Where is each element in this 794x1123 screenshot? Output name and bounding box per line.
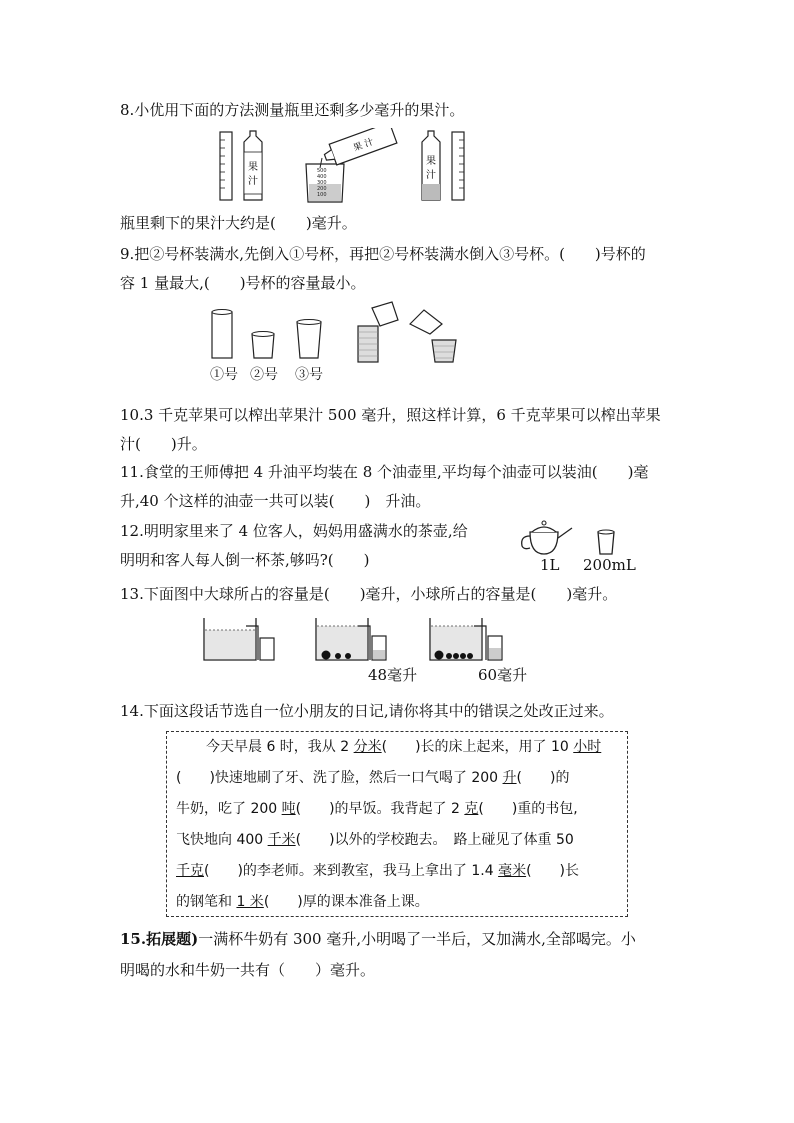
big-ball bbox=[322, 651, 331, 660]
q14-text: 14.下面这段话节选自一位小朋友的日记,请你将其中的错误之处改正过来。 bbox=[120, 702, 614, 720]
q13-text: 13.下面图中大球所占的容量是( )毫升，小球所占的容量是( )毫升。 bbox=[120, 585, 618, 603]
q8-answer-line: 瓶里剩下的果汁大约是( )毫升。 bbox=[120, 214, 357, 232]
cup-icon bbox=[598, 530, 614, 554]
cup-label-3: ③号 bbox=[295, 367, 323, 383]
q9-text-1: 9.把②号杯装满水,先倒入①号杯，再把②号杯装满水倒入③号杯。( )号杯的 bbox=[120, 245, 646, 263]
q12-text-2: 明明和客人每人倒一杯茶,够吗?( ) bbox=[120, 551, 370, 569]
diary-line-4: 飞快地向 400 千米( )以外的学校跑去。 路上碰见了体重 50 bbox=[176, 832, 574, 848]
diary-line-2: ( )快速地刷了牙、洗了脸，然后一口气喝了 200 升( )的 bbox=[176, 770, 570, 786]
q8-text: 8.小优用下面的方法测量瓶里还剩多少毫升的果汁。 bbox=[120, 101, 465, 119]
teapot-label: 1L bbox=[540, 556, 560, 574]
svg-text:汁: 汁 bbox=[248, 176, 258, 187]
cup-capacity-label: 200mL bbox=[583, 556, 636, 574]
q10-text-2: 汁( )升。 bbox=[120, 435, 207, 453]
container-2 bbox=[316, 618, 386, 660]
cup-2 bbox=[252, 334, 274, 358]
q15-text-2: 明喝的水和牛奶一共有（ ）毫升。 bbox=[120, 961, 376, 979]
q9-text-2: 容 1 量最大,( )号杯的容量最小。 bbox=[120, 274, 366, 292]
diary-line-3: 牛奶，吃了 200 吨( )的早饭。我背起了 2 克( )重的书包, bbox=[176, 801, 578, 817]
svg-text:果: 果 bbox=[426, 156, 436, 167]
small-ball bbox=[335, 653, 341, 659]
svg-text:200: 200 bbox=[317, 186, 327, 192]
q8-figure bbox=[214, 128, 474, 206]
q13-figure bbox=[198, 614, 518, 664]
container-1 bbox=[204, 618, 274, 660]
cup-3 bbox=[297, 322, 321, 358]
q12-text-1: 12.明明家里来了 4 位客人，妈妈用盛满水的茶壶,给 bbox=[120, 522, 468, 540]
bottle-label-1: 果 bbox=[248, 162, 258, 173]
svg-text:100: 100 bbox=[317, 192, 327, 198]
svg-text:300: 300 bbox=[317, 180, 327, 186]
svg-text:400: 400 bbox=[317, 174, 327, 180]
bottle-pouring bbox=[322, 128, 397, 168]
container-3 bbox=[430, 618, 502, 660]
q13-label-48: 48毫升 bbox=[368, 666, 418, 684]
ruler-right bbox=[452, 132, 464, 200]
q9-figure bbox=[204, 300, 474, 364]
diary-line-6: 的钢笔和 1 米( )厚的课本准备上课。 bbox=[176, 894, 429, 910]
teapot-icon bbox=[522, 521, 572, 554]
q12-figure bbox=[518, 514, 638, 560]
q13-label-60: 60毫升 bbox=[478, 666, 528, 684]
ruler-left bbox=[220, 132, 232, 200]
svg-text:500: 500 bbox=[317, 168, 327, 174]
q11-text-2: 升,40 个这样的油壶一共可以装( ) 升油。 bbox=[120, 492, 431, 510]
q11-text-1: 11.食堂的王师傅把 4 升油平均装在 8 个油壶里,平均每个油壶可以装油( )毫 bbox=[120, 463, 649, 481]
q15-text-1: 15.拓展题)一满杯牛奶有 300 毫升,小明喝了一半后，又加满水,全部喝完。小 bbox=[120, 930, 636, 948]
diary-line-5: 千克( )的李老师。来到教室，我马上拿出了 1.4 毫米( )长 bbox=[176, 863, 580, 879]
svg-text:果 汁: 果 汁 bbox=[352, 137, 376, 154]
cup-label-2: ②号 bbox=[250, 367, 278, 383]
diary-line-1: 今天早晨 6 时，我从 2 分米( )长的床上起来，用了 10 小时 bbox=[206, 739, 602, 755]
cup-label-1: ①号 bbox=[210, 367, 238, 383]
q10-text-1: 10.3 千克苹果可以榨出苹果汁 500 毫升，照这样计算，6 千克苹果可以榨出苹果 bbox=[120, 406, 661, 424]
diary-box bbox=[166, 731, 628, 917]
svg-text:汁: 汁 bbox=[426, 170, 436, 181]
cup-1 bbox=[212, 312, 232, 358]
